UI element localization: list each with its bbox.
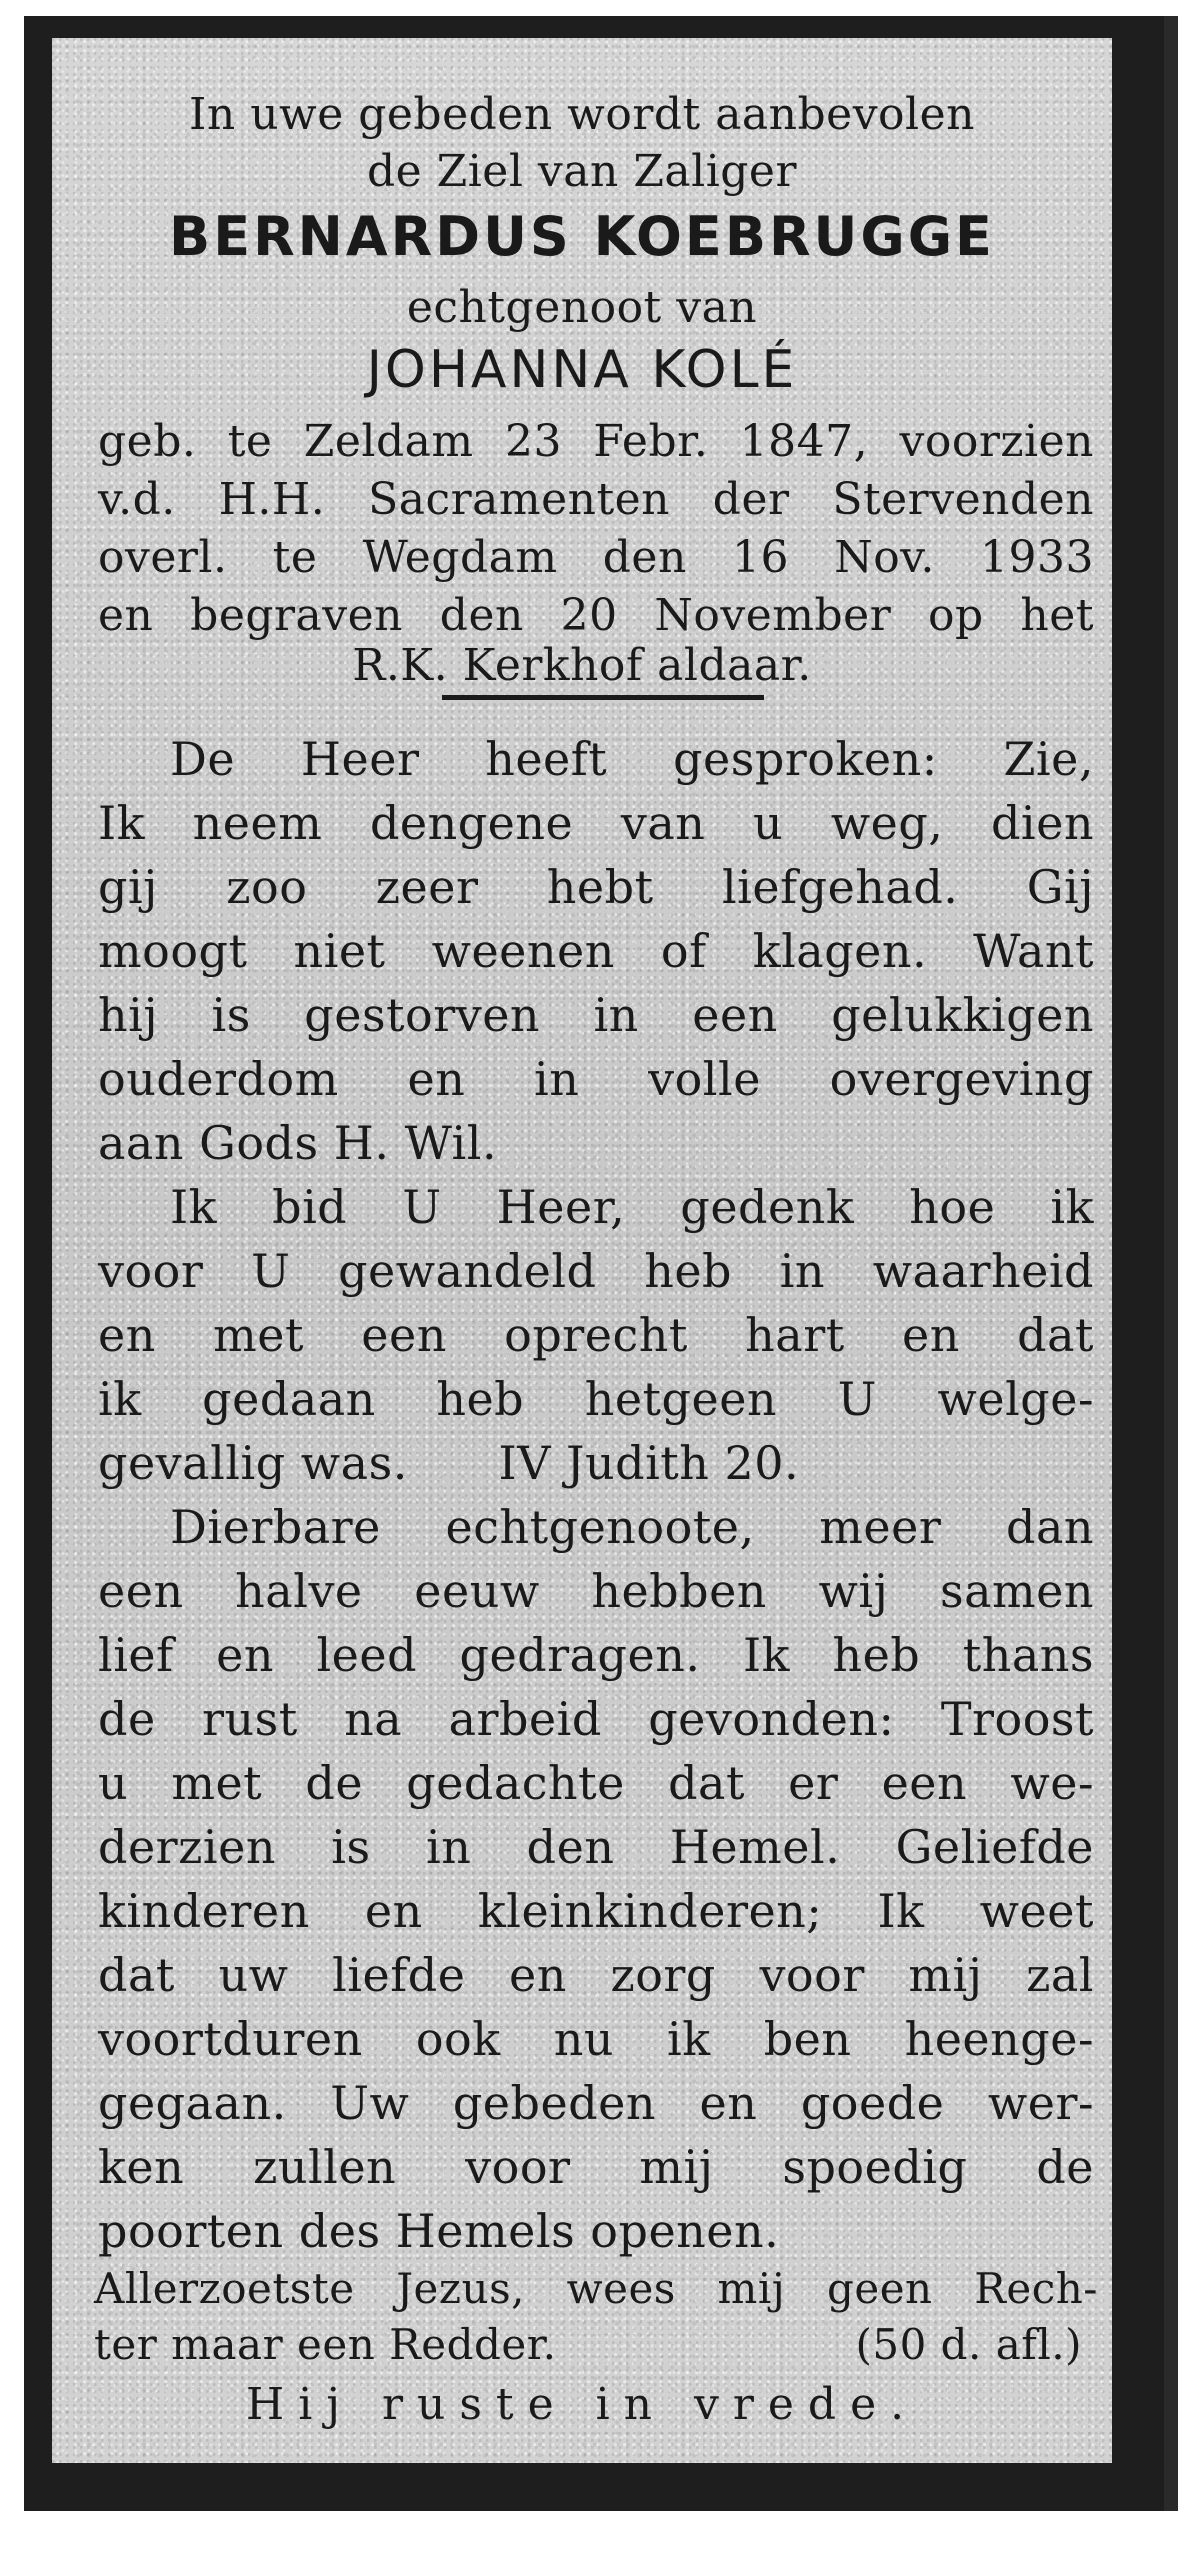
indulgence-note: (50 d. afl.)	[855, 2320, 1082, 2369]
farewell-line: dat uw liefde en zorg voor mij zal	[98, 1948, 1094, 2002]
invocation-line: Allerzoetste Jezus, wees mij geen Rech-	[94, 2264, 1098, 2313]
farewell-line: ken zullen voor mij spoedig de	[98, 2140, 1094, 2194]
scripture-line: moogt niet weenen of klagen. Want	[98, 924, 1094, 978]
farewell-line: derzien is in den Hemel. Geliefde	[98, 1820, 1094, 1874]
scripture-line: gij zoo zeer hebt liefgehad. Gij	[98, 860, 1094, 914]
scripture-line: Ik neem dengene van u weg, dien	[98, 796, 1094, 850]
divider-rule	[442, 695, 764, 700]
deceased-name: BERNARDUS KOEBRUGGE	[169, 205, 995, 268]
detail-line: R.K. Kerkhof aldaar.	[352, 640, 812, 691]
farewell-line: gegaan. Uw gebeden en goede wer-	[98, 2076, 1094, 2130]
farewell-line: u met de gedachte dat er een we-	[98, 1756, 1094, 1810]
farewell-line: lief en leed gedragen. Ik heb thans	[98, 1628, 1094, 1682]
memorial-card	[24, 16, 1164, 2511]
card-paper	[52, 38, 1112, 2463]
farewell-line: een halve eeuw hebben wij samen	[98, 1564, 1094, 1618]
detail-line: v.d. H.H. Sacramenten der Stervenden	[98, 474, 1094, 525]
relation-line: echtgenoot van	[406, 282, 758, 333]
farewell-line: Dierbare echtgenoote, meer dan	[170, 1500, 1094, 1554]
scripture-line: aan Gods H. Wil.	[98, 1116, 498, 1170]
intro-line-2: de Ziel van Zaliger	[366, 146, 798, 197]
spouse-name: JOHANNA KOLÉ	[366, 340, 798, 400]
farewell-line: kinderen en kleinkinderen; Ik weet	[98, 1884, 1094, 1938]
farewell-line: voortduren ook nu ik ben heenge-	[98, 2012, 1094, 2066]
closing-line: Hij ruste in vrede.	[245, 2379, 919, 2430]
scripture-line: De Heer heeft gesproken: Zie,	[170, 732, 1094, 786]
prayer-line: voor U gewandeld heb in waarheid	[98, 1244, 1094, 1298]
detail-line: en begraven den 20 November op het	[98, 590, 1094, 641]
prayer-line: Ik bid U Heer, gedenk hoe ik	[170, 1180, 1094, 1234]
prayer-line: gevallig was. IV Judith 20.	[98, 1436, 800, 1490]
prayer-line: ik gedaan heb hetgeen U welge-	[98, 1372, 1094, 1426]
invocation-line: ter maar een Redder.	[94, 2320, 557, 2369]
detail-line: geb. te Zeldam 23 Febr. 1847, voorzien	[98, 416, 1094, 467]
detail-line: overl. te Wegdam den 16 Nov. 1933	[98, 532, 1094, 583]
farewell-line: poorten des Hemels openen.	[98, 2204, 780, 2258]
scripture-line: ouderdom en in volle overgeving	[98, 1052, 1094, 1106]
scripture-line: hij is gestorven in een gelukkigen	[98, 988, 1094, 1042]
prayer-line: en met een oprecht hart en dat	[98, 1308, 1094, 1362]
intro-line-1: In uwe gebeden wordt aanbevolen	[189, 89, 975, 140]
farewell-line: de rust na arbeid gevonden: Troost	[98, 1692, 1094, 1746]
